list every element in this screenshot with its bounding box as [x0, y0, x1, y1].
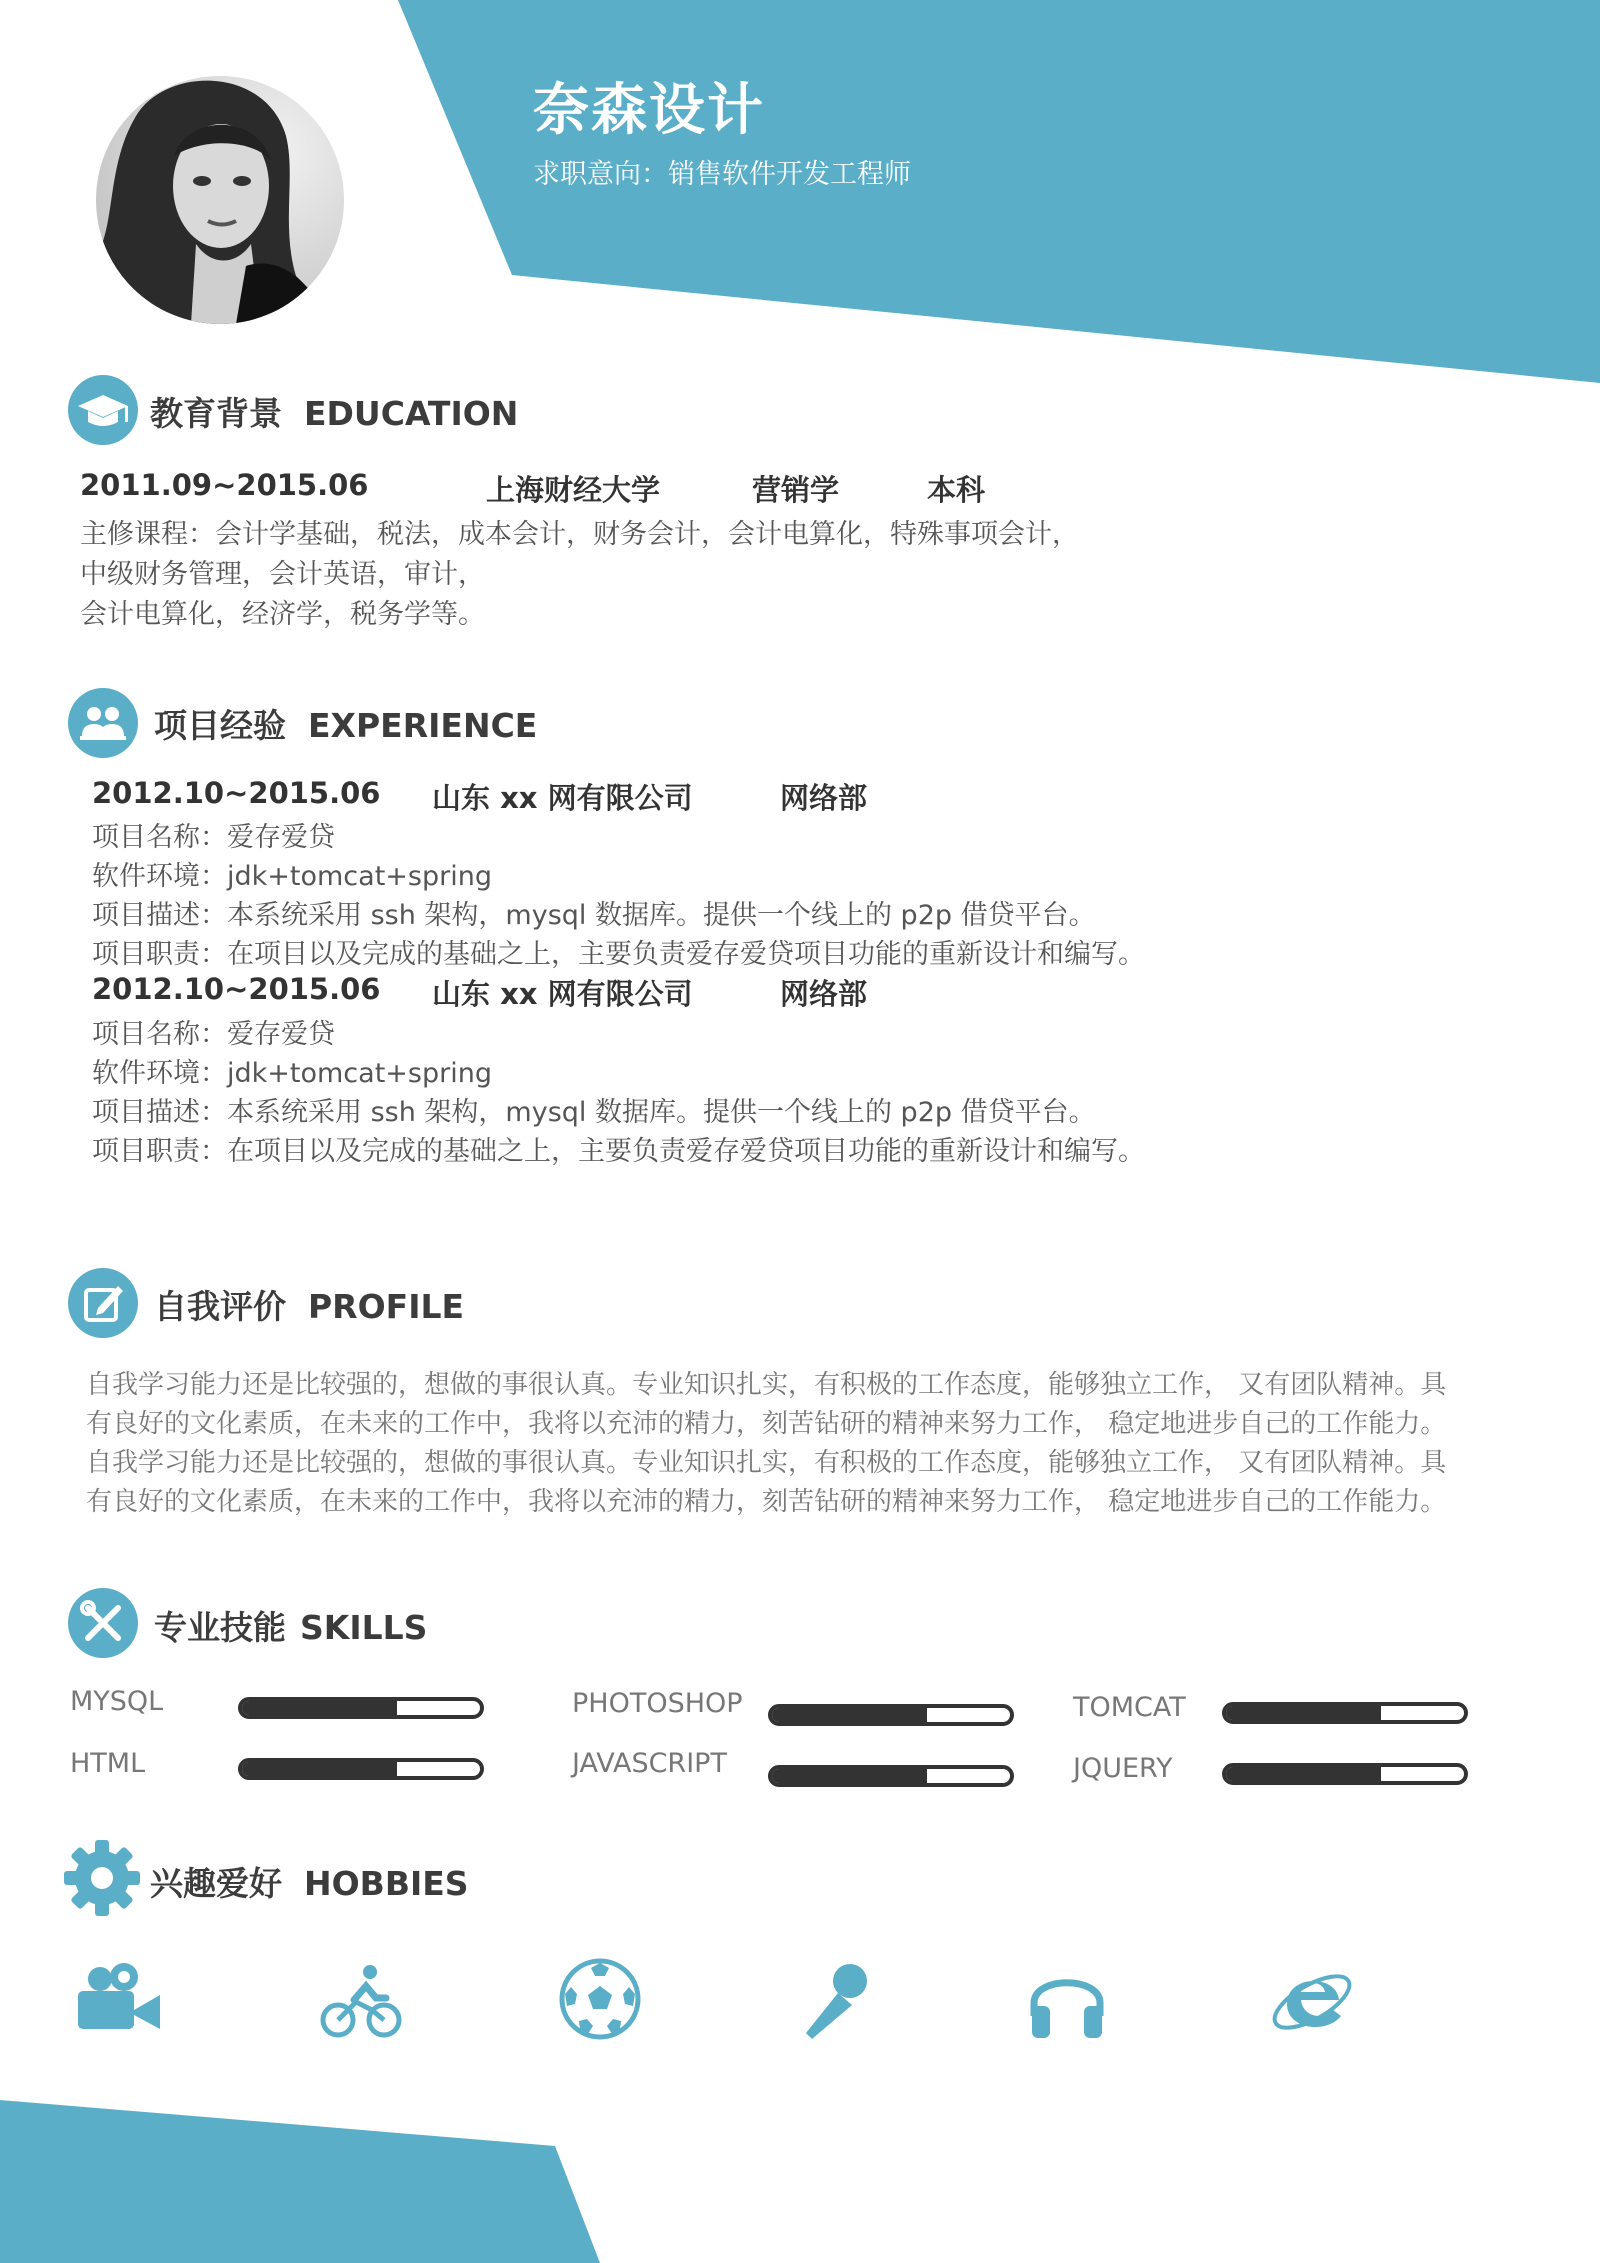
experience-dept: 网络部 — [780, 977, 868, 1011]
job-objective: 求职意向：销售软件开发工程师 — [533, 159, 911, 190]
skill-name: PHOTOSHOP — [572, 1688, 743, 1719]
education-title-cn: 教育背景 — [150, 394, 282, 433]
profile-line: 有良好的文化素质，在未来的工作中，我将以充沛的精力，刻苦钻研的精神来努力工作， 稳定地进步自己的工作能力。 — [86, 1409, 1447, 1439]
profile-title-cn: 自我评价 — [154, 1287, 286, 1326]
profile-line: 自我学习能力还是比较强的，想做的事很认真。专业知识扎实，有积极的工作态度，能够独立工作， 又有团队精神。具 — [86, 1370, 1447, 1400]
headphones-icon — [1022, 1958, 1112, 2048]
experience-title-en: EXPERIENCE — [308, 706, 538, 745]
skill-bar — [1222, 1763, 1468, 1785]
profile-heading — [154, 1281, 486, 1328]
skill-bar — [768, 1704, 1014, 1726]
experience-company: 山东 xx 网有限公司 — [432, 977, 693, 1011]
candidate-name: 奈森设计 — [533, 78, 765, 143]
skills-heading — [154, 1602, 449, 1649]
profile-line: 自我学习能力还是比较强的，想做的事很认真。专业知识扎实，有积极的工作态度，能够独立工作， 又有团队精神。具 — [86, 1448, 1447, 1478]
skill-bar — [238, 1697, 484, 1719]
experience-title-cn: 项目经验 — [154, 706, 286, 745]
education-school: 上海财经大学 — [486, 473, 661, 507]
skill-name: HTML — [70, 1748, 146, 1779]
graduation-cap-icon — [68, 375, 138, 445]
experience-period: 2012.10~2015.06 — [92, 776, 381, 810]
education-degree: 本科 — [927, 473, 986, 507]
microphone-icon — [790, 1955, 880, 2045]
skill-bar — [1222, 1702, 1468, 1724]
experience-dept: 网络部 — [780, 781, 868, 815]
experience-line: 项目名称：爱存爱贷 — [92, 1019, 335, 1050]
skill-name: JAVASCRIPT — [572, 1748, 727, 1779]
skills-title-en: SKILLS — [300, 1608, 428, 1647]
education-title-en: EDUCATION — [304, 394, 519, 433]
skills-title-cn: 专业技能 — [154, 1608, 286, 1647]
profile-photo — [96, 76, 344, 324]
gear-icon — [62, 1838, 142, 1918]
skill-bar — [768, 1765, 1014, 1787]
experience-line: 项目职责：在项目以及完成的基础之上，主要负责爱存爱贷项目功能的重新设计和编写。 — [92, 939, 1145, 970]
skill-name: MYSQL — [70, 1686, 164, 1717]
skill-name: JQUERY — [1073, 1753, 1173, 1784]
education-major: 营销学 — [752, 473, 840, 507]
skill-bar — [238, 1758, 484, 1780]
edit-icon — [68, 1268, 138, 1338]
experience-line: 项目描述：本系统采用 ssh 架构，mysql 数据库。提供一个线上的 p2p 借贷平台。 — [92, 900, 1096, 931]
education-courses-line: 会计电算化，经济学，税务学等。 — [80, 599, 485, 630]
football-icon — [555, 1954, 645, 2044]
skill-name: TOMCAT — [1073, 1692, 1186, 1723]
experience-line: 项目描述：本系统采用 ssh 架构，mysql 数据库。提供一个线上的 p2p 借贷平台。 — [92, 1097, 1096, 1128]
experience-period: 2012.10~2015.06 — [92, 972, 381, 1006]
internet-explorer-icon — [1267, 1954, 1357, 2044]
education-courses-line: 主修课程：会计学基础，税法，成本会计，财务会计，会计电算化，特殊事项会计， — [80, 519, 1079, 550]
experience-company: 山东 xx 网有限公司 — [432, 781, 693, 815]
team-icon — [68, 688, 138, 758]
experience-line: 软件环境：jdk+tomcat+spring — [92, 861, 492, 892]
experience-heading — [154, 700, 559, 747]
hobbies-title-cn: 兴趣爱好 — [150, 1864, 282, 1903]
experience-line: 软件环境：jdk+tomcat+spring — [92, 1058, 492, 1089]
cycling-icon — [316, 1958, 406, 2048]
profile-title-en: PROFILE — [308, 1287, 465, 1326]
tools-icon — [68, 1588, 138, 1658]
footer-banner — [0, 2060, 600, 2263]
experience-line: 项目职责：在项目以及完成的基础之上，主要负责爱存爱贷项目功能的重新设计和编写。 — [92, 1136, 1145, 1167]
experience-line: 项目名称：爱存爱贷 — [92, 822, 335, 853]
profile-text — [86, 1366, 1536, 1522]
education-courses-line: 中级财务管理，会计英语，审计， — [80, 559, 485, 590]
video-camera-icon — [72, 1955, 162, 2045]
profile-line: 有良好的文化素质，在未来的工作中，我将以充沛的精力，刻苦钻研的精神来努力工作， 稳定地进步自己的工作能力。 — [86, 1487, 1447, 1517]
education-period: 2011.09~2015.06 — [80, 468, 369, 502]
hobbies-title-en: HOBBIES — [304, 1864, 469, 1903]
hobbies-heading — [150, 1858, 491, 1905]
education-heading — [150, 388, 540, 435]
